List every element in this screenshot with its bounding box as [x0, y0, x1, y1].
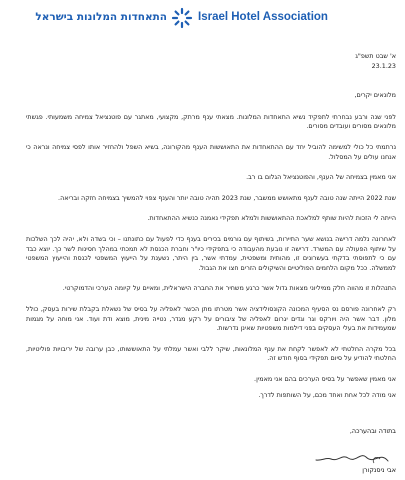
closing-line: בתודה ובהערכה,	[349, 427, 396, 435]
paragraph: אני מודה לכל אחת ואחד מכם, על השותפות לדרך.	[258, 391, 396, 400]
paragraph: אני מאמין שאפשר על בסיס הערכים בהם אני מאמין.	[254, 374, 396, 383]
paragraph: בכל מקרה החלטתי לא לאפשר לקחת את ענף המלונאות, שיקר ללבי ואשר עמלתי על התאוששותו, כבן ערובה של יריבויות פוליטיות, החלטתי להודיע על סיום תפקידי בסוף חודש זה.	[26, 344, 396, 363]
paragraph: נרתמתי כל כולי למשימה להוביל יחד עם ההתאחדות את התאוששות הענף מהקורונה, בשיא השפל ולהחזיר אותו לפסי צמיחה ונראה כי אנחנו עולים על המסלול.	[26, 142, 396, 161]
paragraph: רק לאחרונה פורסם נס הסעיף המכונה הקונסולידציה אשר מטרתו מתן הכשר לאפליה על בסיס של נשאלת בקבלת שירות בעסק, כולל מלון. דבר אשר היה ויורקס וגר וגדים יגרום לאפליה של ציבורים על רקע מגדר, נטייה מינית, מוצא ודת ועוד. אני מוחה על מגמות שמעמידות את בעלי העסקים בפני דילמות משפטיות שאינן נדרשות.	[26, 304, 396, 333]
date-gregorian: 23.1.23	[371, 61, 396, 70]
org-name-hebrew: התאחדות המלונות בישראל	[35, 11, 167, 23]
hotel-association-logo-icon	[171, 7, 193, 29]
signer-name: אבי ניסנקורן	[362, 466, 396, 474]
date-block	[26, 52, 396, 71]
paragraph: שנת 2022 הייתה שנה טובה לענף מתאושש ממשבר, שנת 2023 תהיה טובה יותר והענף צפוי להמשיך בצמיחה חזקה ובריאה.	[58, 193, 396, 202]
date-hebrew: א' שבט תשפ"ג	[355, 52, 396, 60]
letter-body	[26, 52, 396, 408]
paragraph: הייתה לי הזכות להיות שותף למלאכת ההתאוששות ולמלא תפקידי נאמנה כנשיא ההתאחדות.	[147, 214, 396, 223]
org-name-english: Israel Hotel Association	[198, 11, 328, 23]
paragraph: התנהלות זו מהווה חלק ממיליוני מצאות גדול אשר כרגע משחיר את החברה הישראלית, ומאיים על קיומה הערכי והדמוקרטי.	[62, 284, 396, 293]
letterhead	[0, 6, 405, 30]
salutation: מלונאים יקרים,	[354, 91, 396, 100]
paragraph: אני מאמין בצמיחה של הענף, והפוטנציאל הגלום בו רב.	[246, 173, 396, 182]
paragraph: לאחרונה נלמה דרישה בנושא שער התיירות, בשיתוף עם גורמים בכירים בענף כדי לפעול עם כתונתנו – וכי בשדה ולא, יהיה לכך השלכות על שיתוף הפעולה עם המשרד. דרישה זו נובעת מהעבודה כי בתפקידי כיו"ר וחברת הכנסת לא תמכתי במהלך חסינות לשר כך. יוצא כבד עם כי לתפוסתי בדקתי בעשרונים זו, מהותית ומשפטית, עמדתי אשר, בין היתר, נשענת על הייעוץ המשפטי לכנסת והייעוץ המשפטי לממשלה. ככל מקום הלחמים הפוליטיים והשיקולים הזרים חצו את הגבול.	[26, 234, 396, 272]
paragraph: לפני שנה ורבע נבחרתי לתפקיד נשיא התאחדות המלונות. מצאתי ענף מרתק, מקצועי, מאתגר עם פוטנציאל צמיחה משמעותי. פגשתי מלונאים מסורים ועובדים מסורים.	[26, 112, 396, 131]
handwritten-signature	[276, 449, 396, 467]
